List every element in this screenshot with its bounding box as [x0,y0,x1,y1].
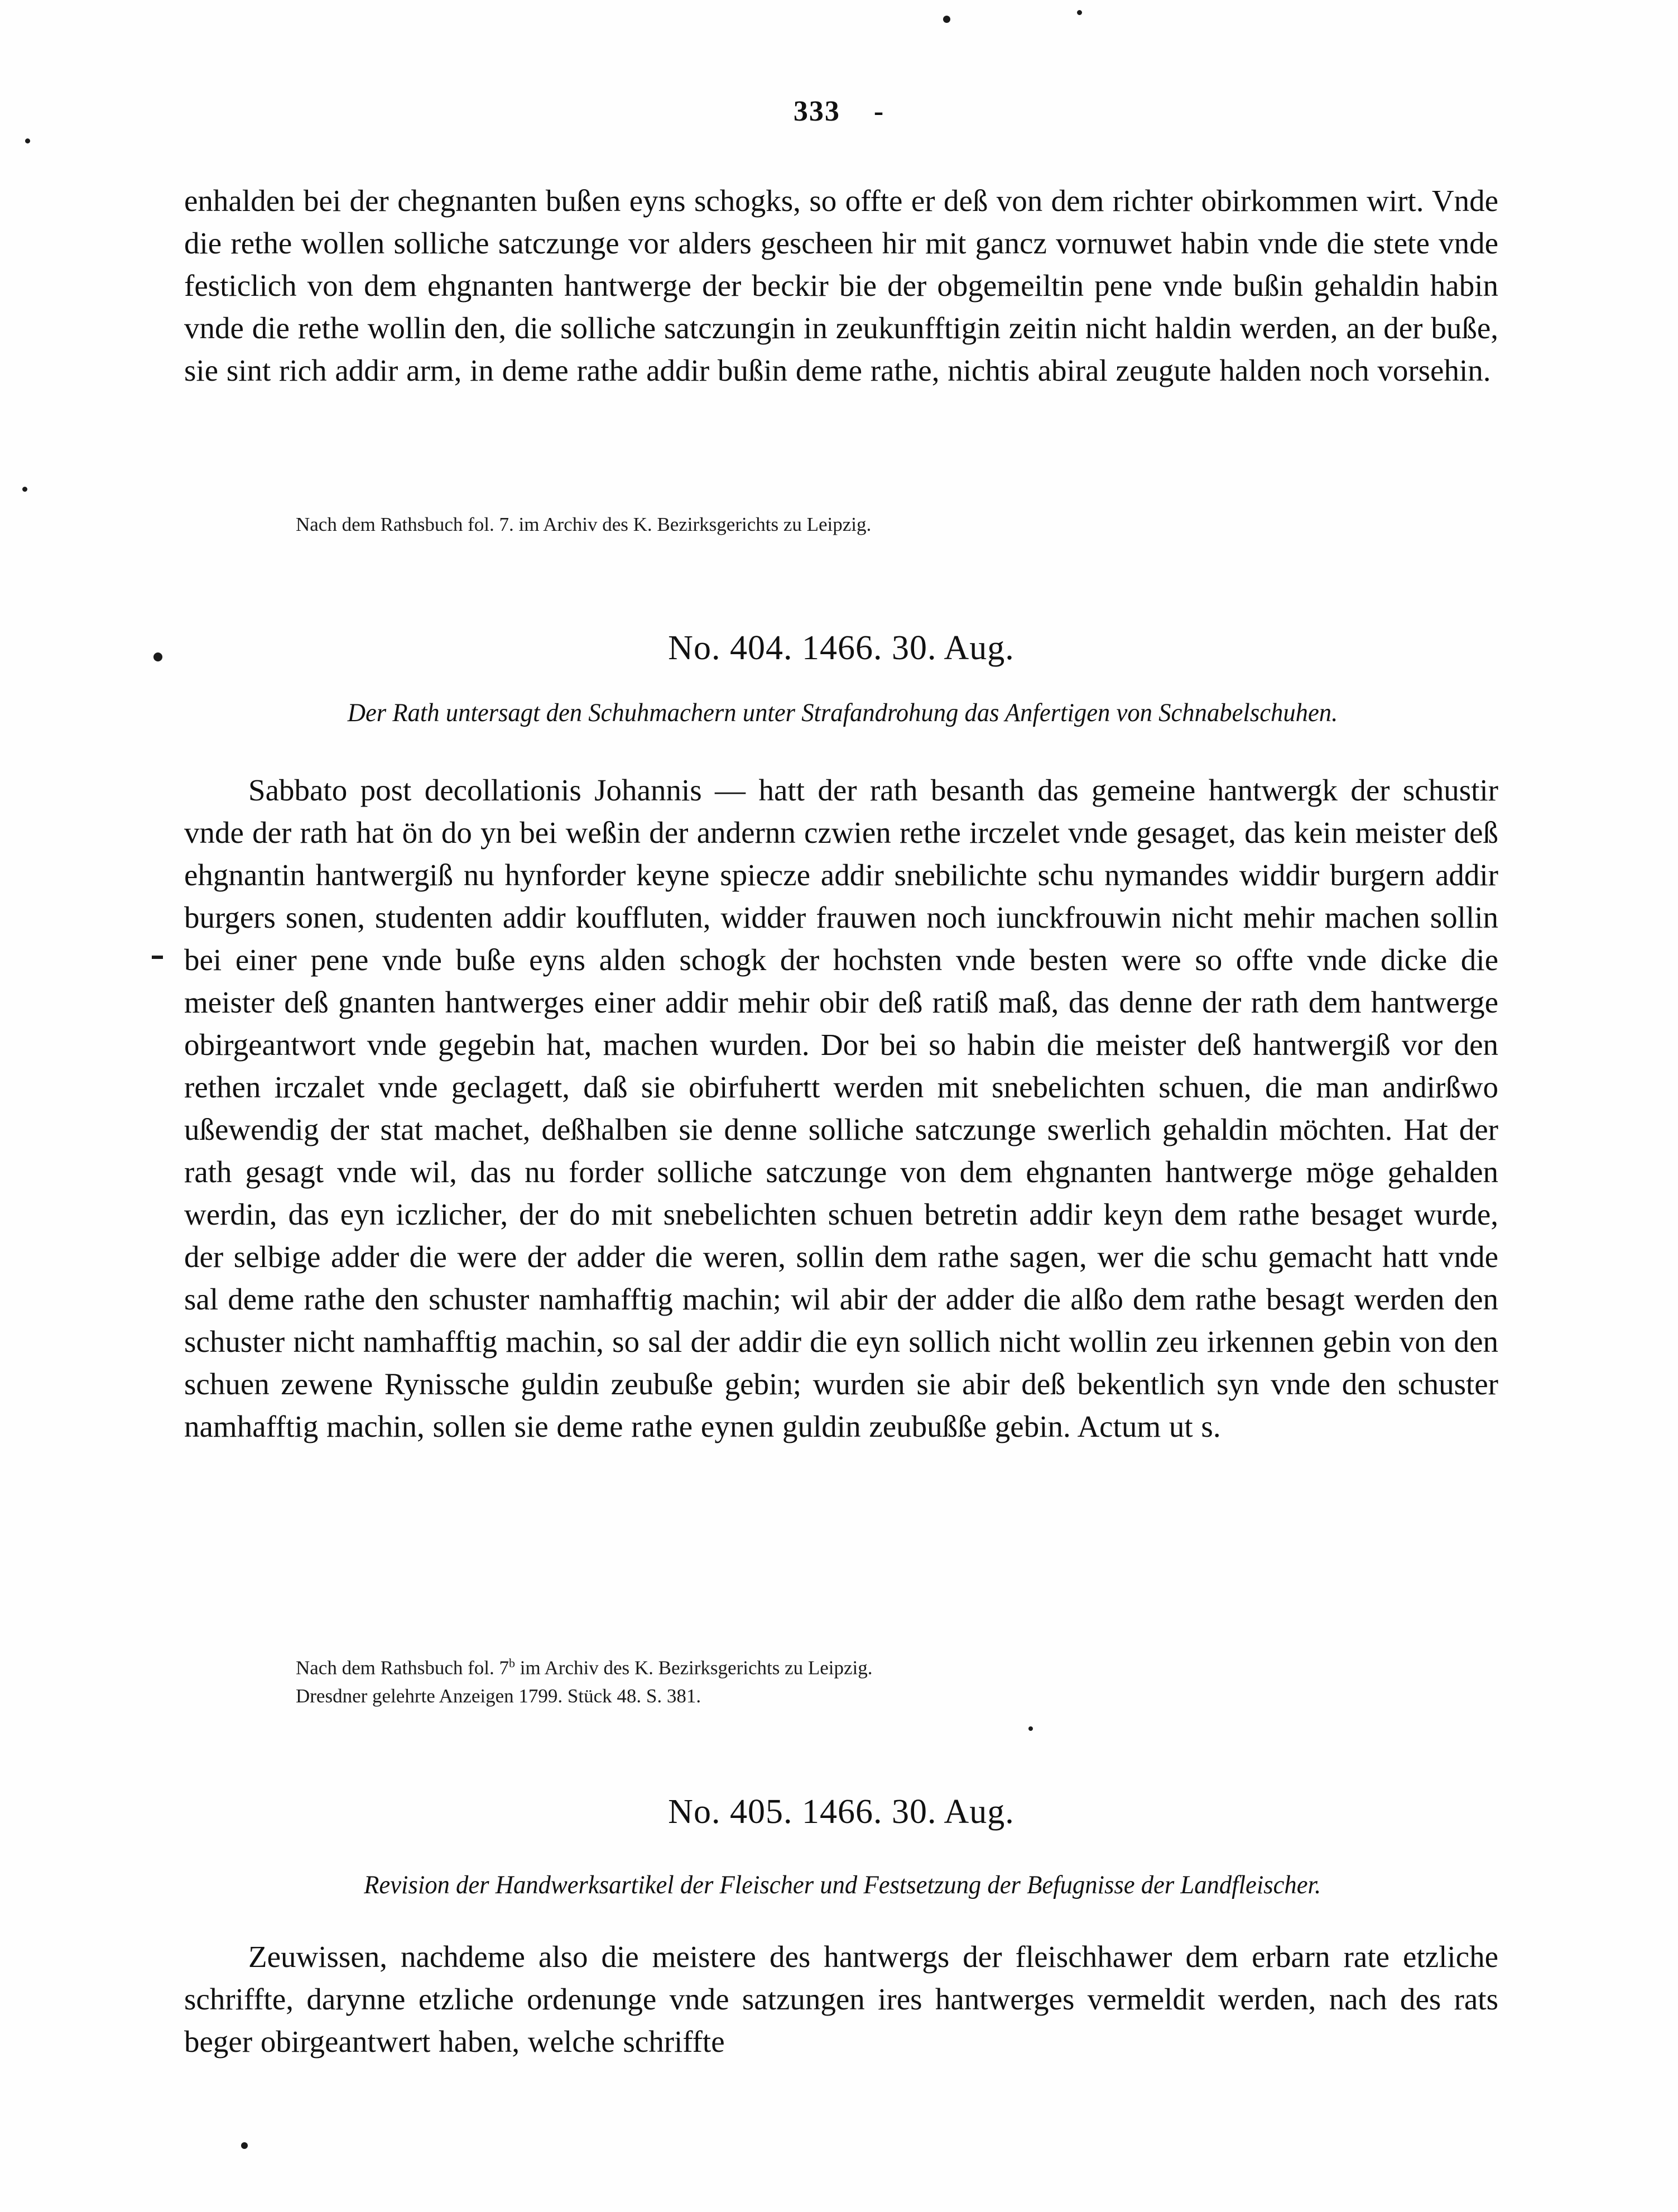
heading-block-405 [184,1792,1498,1832]
page-number: 333 [793,95,840,127]
continued-paragraph-block [184,180,1498,392]
continued-paragraph: enhalden bei der chegnanten bußen eyns schogks, so offte er deß von dem richter obirkommen wirt. Vnde die rethe wollen solliche satczunge vor alders gescheen hir mit gancz vornuwet habin vnde die stete vnde festiclich von dem ehgnanten hantwerge der beckir bie der obgemeiltin pene vnde bußin gehaldin habin vnde die rethe wollin den, die solliche satczungin in zeukunfftigin zeitin nicht haldin werden, an der buße, sie sint rich addir arm, in deme rathe addir bußin deme rathe, nichtis abiral zeugute halden noch vorsehin. [184,184,1498,387]
scan-dash [152,956,163,959]
citation-404-a: Nach dem Rathsbuch fol. 7 [296,1657,509,1679]
citation-line-1 [296,1649,1496,1682]
doc-heading-404: No. 404. 1466. 30. Aug. [668,629,1015,667]
header-dash: - [873,95,885,127]
body-block-404 [184,769,1498,1448]
citation-404-b: im Archiv des K. Bezirksgerichts zu Leipzig. [515,1657,873,1679]
subtitle-block-405 [184,1869,1501,1901]
subtitle-block-404 [184,697,1501,729]
doc-heading-405: No. 405. 1466. 30. Aug. [668,1793,1015,1831]
page-header [0,95,1678,128]
scan-speck [1028,1726,1033,1731]
citation-line: Nach dem Rathsbuch fol. 7. im Archiv des K. Bezirksgerichts zu Leipzig. [296,514,872,535]
folio-superscript: b [509,1656,515,1670]
scan-speck [22,487,27,492]
scan-speck [153,652,162,661]
doc-body-405: Zeuwissen, nachdeme also die meistere des hantwergs der fleischhawer dem erbarn rate etzliche schriffte, darynne etzliche ordenunge vnde satzungen ires hantwerges vermeldit werden, nach des rats beger obirgeantwert haben, welche schriffte [184,1940,1498,2059]
citation-block-404 [296,1649,1496,1710]
citation-line-2: Dresdner gelehrte Anzeigen 1799. Stück 48. S. 381. [296,1685,701,1707]
doc-subtitle-405-text: Revision der Handwerksartikel der Fleischer und Festsetzung der Befugnisse der Landfleischer. [364,1870,1321,1899]
scan-speck [241,2142,248,2149]
doc-subtitle-404 [184,697,1501,729]
scan-speck [943,16,950,23]
citation-block-1 [296,511,1496,539]
heading-block-404 [184,628,1498,668]
body-block-405 [184,1936,1498,2063]
doc-subtitle-404-text: Der Rath untersagt den Schuhmachern unter Strafandrohung das Anfertigen von Schnabelschuhen. [347,698,1338,727]
scan-speck [1077,10,1082,15]
doc-subtitle-405 [184,1869,1501,1901]
scan-speck [25,138,30,143]
doc-body-404: Sabbato post decollationis Johannis — hatt der rath besanth das gemeine hantwergk der schustir vnde der rath hat ön do yn bei weßin der andernn czwien rethe irczelet vnde gesaget, das kein meister deß ehgnantin hantwergiß nu hynforder keyne spiecze addir snebilichte schu nymandes widdir burgern addir burgers sonen, studenten addir kouffluten, widder frauwen noch iunckfrouwin nicht mehir machen sollin bei einer pene vnde buße eyns alden schogk der hochsten vnde besten were so offte vnde dicke die meister deß gnanten hantwerges einer addir mehir obir deß ratiß maß, das denne der rath dem hantwerge obirgeantwort vnde gegebin hat, machen wurden. Dor bei so habin die meister deß hantwergiß vor den rethen irczalet vnde geclagett, daß sie obirfuhertt werden mit snebelichten schuen, die man andirßwo ußewendig der stat machet, deßhalben sie denne solliche satczunge swerlich gehaldin möchten. Hat der rath gesagt vnde wil, das nu forder solliche satczunge von dem ehgnanten hantwerge möge gehalden werdin, das eyn iczlicher, der do mit snebelichten schuen betretin addir keyn dem rathe besaget wurde, der selbige adder die were der adder die weren, sollin dem rathe sagen, wer die schu gemacht hatt vnde sal deme rathe den schuster namhafftig machin; wil abir der adder die alßo dem rathe besagt werden den schuster nicht namhafftig machin, so sal der addir die eyn sollich nicht wollin zeu irkennen gebin von den schuen zewene Rynissche guldin zeubuße gebin; wurden sie abir deß bekentlich syn vnde den schuster namhafftig machin, sollen sie deme rathe eynen guldin zeubußße gebin. Actum ut s. [184,773,1498,1443]
